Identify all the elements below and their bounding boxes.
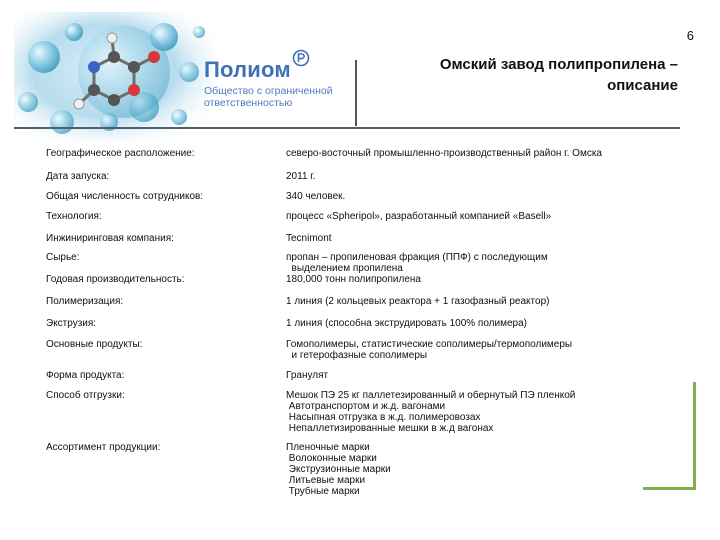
row-label: Дата запуска: — [46, 171, 110, 182]
polyom-logo — [204, 58, 354, 109]
row-label: Форма продукта: — [46, 370, 125, 381]
row-label: Сырье: — [46, 252, 80, 263]
row-value-line: 1 линия (2 кольцевых реактора + 1 газофазный реактор) — [286, 296, 550, 307]
logo-subtitle-line1: Общество с ограниченной — [204, 85, 333, 97]
row-value — [286, 148, 666, 159]
row-label: Инжиниринговая компания: — [46, 233, 174, 244]
header-vertical-divider — [355, 60, 357, 126]
row-value-line: процесс «Spheripol», разработанный компанией «Basell» — [286, 211, 552, 222]
row-value-line: Волоконные марки — [286, 453, 377, 464]
row-value-line: 1 линия (способна экструдировать 100% полимера) — [286, 318, 527, 329]
row-value — [286, 339, 666, 361]
page-number: 6 — [686, 28, 694, 43]
row-value-line: Мешок ПЭ 25 кг паллетезированный и обернутый ПЭ пленкой — [286, 390, 576, 401]
row-value — [286, 233, 666, 244]
corner-accent-vertical — [693, 382, 696, 490]
row-value-line: Непаллетизированные мешки в ж.д вагонах — [286, 423, 494, 434]
row-label: Полимеризация: — [46, 296, 124, 307]
row-value-line: и гетерофазные сополимеры — [286, 350, 428, 361]
molecule-bubbles-illustration — [14, 12, 214, 142]
row-value-line: 340 человек. — [286, 191, 346, 202]
row-label: Технология: — [46, 211, 102, 222]
page-title-line1: Омский завод полипропилена – — [439, 56, 678, 73]
row-value-line: Гомополимеры, статистические сополимеры/термополимеры — [286, 339, 573, 350]
registered-mark-icon — [292, 49, 310, 67]
page-title — [378, 54, 678, 96]
page-title-line2: описание — [607, 77, 678, 94]
row-value-line: Пленочные марки — [286, 442, 370, 453]
row-label: Способ отгрузки: — [46, 390, 125, 401]
row-value — [286, 442, 666, 497]
row-value — [286, 370, 666, 381]
row-value — [286, 390, 666, 434]
row-label: Основные продукты: — [46, 339, 143, 350]
row-value-line: 2011 г. — [286, 171, 316, 182]
header-horizontal-divider — [14, 127, 680, 129]
row-value — [286, 318, 666, 329]
row-label: Ассортимент продукции: — [46, 442, 161, 453]
row-label: Экструзия: — [46, 318, 97, 329]
row-label: Географическое расположение: — [46, 148, 195, 159]
row-value-line: 180,000 тонн полипропилена — [286, 274, 421, 285]
row-value — [286, 296, 666, 307]
row-value-line: Литьевые марки — [286, 475, 366, 486]
row-value-line: северо-восточный промышленно-производственный район г. Омска — [286, 148, 602, 159]
row-value-line: Трубные марки — [286, 486, 360, 497]
row-value — [286, 252, 666, 274]
row-value-line: Насыпная отгрузка в ж.д. полимеровозах — [286, 412, 481, 423]
row-value — [286, 171, 666, 182]
row-value-line: Гранулят — [286, 370, 329, 381]
row-value — [286, 211, 666, 222]
row-value-line: Автотранспортом и ж.д. вагонами — [286, 401, 446, 412]
row-value — [286, 274, 666, 285]
row-value-line: Tecnimont — [286, 233, 332, 244]
row-label: Общая численность сотрудников: — [46, 191, 204, 202]
row-value — [286, 191, 666, 202]
logo-subtitle-line2: ответственностью — [204, 97, 293, 109]
header-molecule-image — [14, 12, 214, 142]
row-value-line: пропан – пропиленовая фракция (ППФ) с последующим — [286, 252, 548, 263]
row-value-line: Экструзионные марки — [286, 464, 391, 475]
row-value-line: выделением пропилена — [286, 263, 403, 274]
row-label: Годовая производительность: — [46, 274, 185, 285]
logo-name: Полиом — [204, 57, 291, 82]
corner-accent-horizontal — [643, 487, 696, 490]
